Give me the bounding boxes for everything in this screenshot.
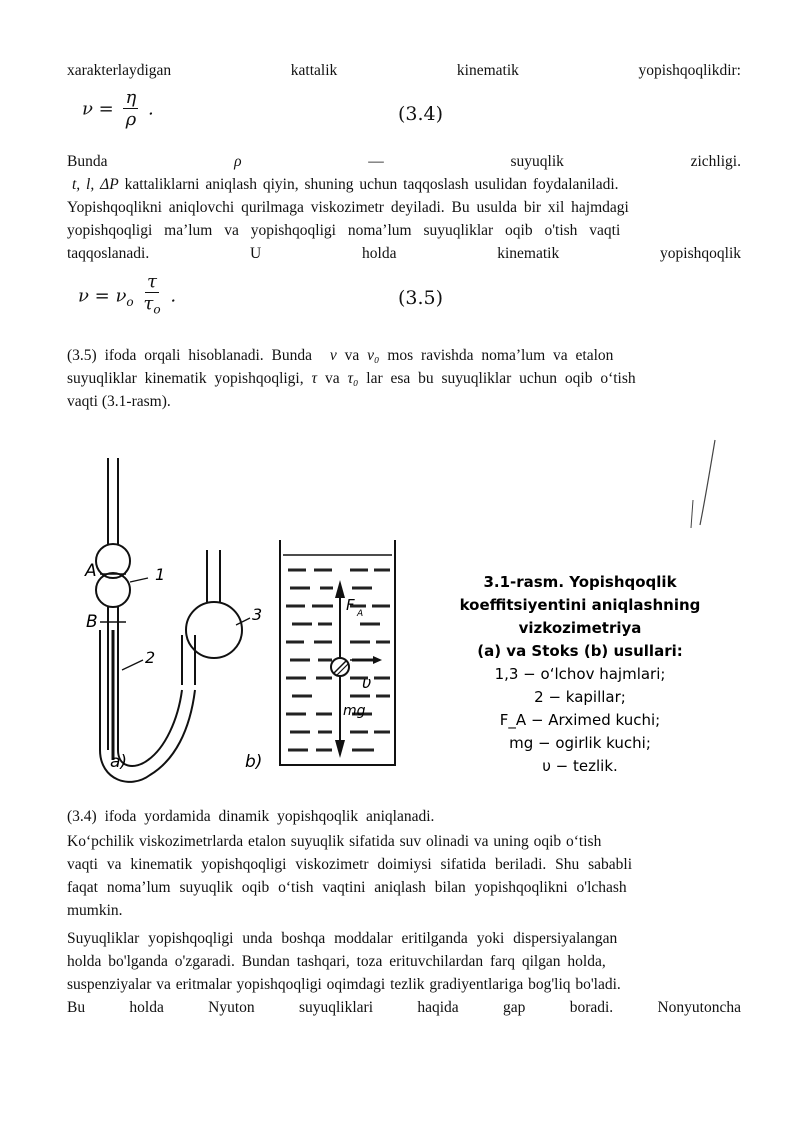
word: Nonyutoncha xyxy=(657,999,741,1016)
text: lar esa bu suyuqliklar uchun oqib o‘tish xyxy=(366,370,636,387)
text-rest: kattaliklarni aniqlash qiyin, shuning uchun taqqoslash usulidan foydalaniladi. xyxy=(124,176,619,193)
text-line-1 xyxy=(67,60,741,81)
equation-number-3-4: (3.4) xyxy=(398,103,444,125)
formula-period: . xyxy=(148,98,154,120)
caption-line: koeffitsiyentini aniqlashning xyxy=(459,596,701,614)
word: boradi. xyxy=(569,999,614,1016)
text-line-bunda xyxy=(67,151,741,172)
symbol-tau: τ xyxy=(311,370,318,387)
word: yopishqoqlikdir: xyxy=(638,62,741,79)
label-b: b) xyxy=(245,752,263,772)
velocity-arrow xyxy=(373,656,382,664)
word: Nyuton xyxy=(208,999,255,1016)
word: U xyxy=(250,245,262,262)
den-symbol: τ xyxy=(143,293,154,314)
label-mg: mg xyxy=(343,703,366,719)
label-a: a) xyxy=(110,752,128,772)
fraction-numerator: η xyxy=(125,87,137,108)
fraction-denominator xyxy=(143,293,160,321)
word: holda xyxy=(129,999,164,1016)
formula-3-5 xyxy=(78,272,176,321)
word: haqida xyxy=(417,999,459,1016)
para2-line-1: Ko‘pchilik viskozimetrlarda etalon suyuqlik sifatida suv olinadi va uning oqib o‘tish xyxy=(67,833,602,850)
word: taqqoslanadi. xyxy=(67,245,150,262)
caption-line: υ − tezlik. xyxy=(542,757,618,775)
word: gap xyxy=(502,999,526,1016)
text-line-a: Yopishqoqlikni aniqlovchi qurilmaga viskozimetr deyiladi. Bu usulda bir xil hajmdagi xyxy=(67,199,629,216)
para2-line-4: mumkin. xyxy=(67,902,123,919)
fraction-numerator: τ xyxy=(147,271,157,292)
symbol-nu: ν xyxy=(329,347,337,364)
caption-line: 2 − kapillar; xyxy=(534,688,626,706)
stray-mark xyxy=(700,440,715,525)
text-line-d: (3.4) ifoda yordamida dinamik yopishqoqlik aniqlanadi. xyxy=(67,808,435,825)
word: kinematik xyxy=(497,245,560,262)
label-3: 3 xyxy=(252,605,263,624)
para2-line-2: vaqti va kinematik yopishqoqligi viskozimetr doimiysi sifatida beriladi. Shu sababli xyxy=(67,856,633,873)
symbol-tau0: τ₀ xyxy=(347,370,359,387)
text-line-c xyxy=(67,243,741,264)
word: xarakterlaydigan xyxy=(67,62,172,79)
caption-line: vizkozimetriya xyxy=(518,619,642,637)
word: suyuqlik xyxy=(510,153,564,170)
label-A: A xyxy=(85,561,97,581)
para3-line-3: suspenziyalar va eritmalar yopishqoqligi oqimdagi tezlik gradiyentlariga bog'liq bo'ladi. xyxy=(67,976,621,993)
para3-line-1: Suyuqliklar yopishqoqligi unda boshqa moddalar eritilganda yoki dispersiyalangan xyxy=(67,930,618,947)
word: suyuqliklari xyxy=(298,999,374,1016)
text-line-b: yopishqoqligi ma’lum va yopishqoqligi noma’lum suyuqliklar oqib o'tish vaqti xyxy=(67,222,621,239)
arrow-up xyxy=(335,580,345,598)
fraction-denominator: ρ xyxy=(125,109,137,130)
stray-mark xyxy=(691,500,693,528)
formula-lhs: ν = xyxy=(82,98,114,120)
word: Bunda xyxy=(67,153,108,170)
variables: t, l, ΔP xyxy=(72,176,119,193)
symbol-rho: ρ xyxy=(234,153,242,170)
label-2: 2 xyxy=(145,648,156,667)
caption-line: (a) va Stoks (b) usullari: xyxy=(477,642,683,660)
figure-viscometer xyxy=(0,430,800,790)
figure-caption xyxy=(460,573,701,775)
label-1: 1 xyxy=(155,565,166,584)
formula-lhs: ν = ν xyxy=(78,285,127,307)
word: kinematik xyxy=(456,62,519,79)
text: va xyxy=(344,347,360,364)
word: kattalik xyxy=(290,62,338,79)
para2-line-3: faqat noma’lum suyuqlik oqib o‘tish vaqtini aniqlash bilan yopishqoqlikni o'lchash xyxy=(67,879,627,896)
label-v: υ xyxy=(362,673,372,692)
symbol-nu0: ν₀ xyxy=(367,347,380,364)
text: mos ravishda noma’lum va etalon xyxy=(387,347,614,364)
para35-line-1 xyxy=(67,345,741,366)
word: holda xyxy=(362,245,397,262)
word: yopishqoqlik xyxy=(660,245,741,262)
para35-line-2 xyxy=(67,368,741,389)
formula-3-4 xyxy=(82,88,154,131)
text: suyuqliklar kinematik yopishqoqligi, xyxy=(67,370,304,387)
text-line-last xyxy=(67,997,741,1018)
stokes-container-b xyxy=(280,540,395,765)
label-B: B xyxy=(86,612,98,632)
para3-line-2: holda bo'lganda o'zgaradi. Bundan tashqari, toza erituvchilardan farq qilgan holda, xyxy=(67,953,606,970)
viscometer-a xyxy=(96,458,250,782)
para35-line-3: vaqti (3.1-rasm). xyxy=(67,393,171,410)
label-F: F xyxy=(346,596,355,614)
equation-number-3-5: (3.5) xyxy=(398,287,444,309)
formula-period: . xyxy=(170,285,177,307)
text: va xyxy=(324,370,340,387)
word: Bu xyxy=(67,999,86,1016)
formula-subscript: o xyxy=(126,294,134,309)
caption-line: 1,3 − o‘lchov hajmlari; xyxy=(494,665,666,683)
word: — xyxy=(368,153,384,170)
text-line-vars xyxy=(72,174,746,195)
text: (3.5) ifoda orqali hisoblanadi. Bunda xyxy=(67,347,313,364)
formula-fraction xyxy=(143,272,160,321)
den-subscript: o xyxy=(153,302,161,317)
caption-line: F_A − Arximed kuchi; xyxy=(499,711,661,729)
caption-line: 3.1-rasm. Yopishqoqlik xyxy=(483,573,677,591)
word: zichligi. xyxy=(690,153,741,170)
label-F-sub: A xyxy=(357,609,364,619)
formula-fraction xyxy=(123,88,138,131)
arrow-down xyxy=(335,740,345,758)
caption-line: mg − ogirlik kuchi; xyxy=(509,734,651,752)
